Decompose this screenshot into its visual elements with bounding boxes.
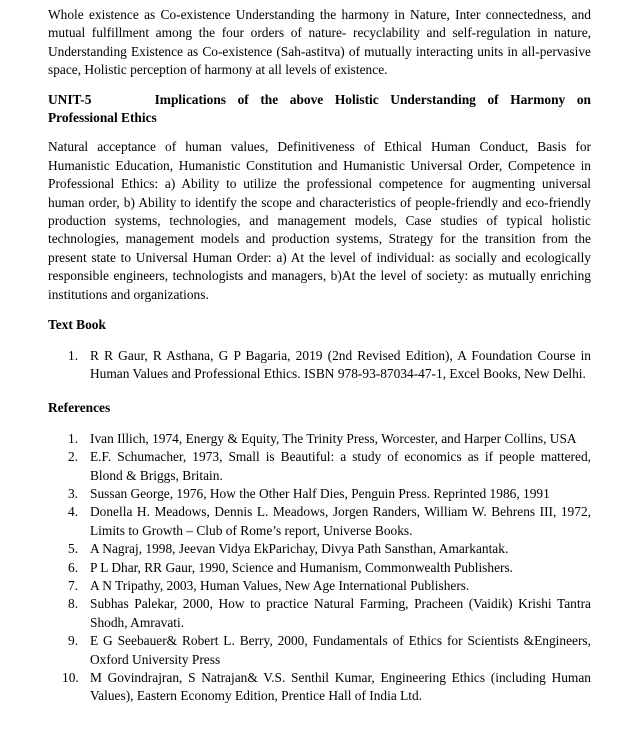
textbook-heading: Text Book bbox=[48, 317, 106, 333]
reference-text: Donella H. Meadows, Dennis L. Meadows, Jorgen Randers, William W. Behrens III, 1972, Limits to Growth – Club of Rome’s report, Universe Books. bbox=[90, 504, 591, 538]
unit-title-line2: Professional Ethics bbox=[48, 110, 157, 126]
document-page bbox=[48, 6, 591, 706]
unit-heading bbox=[48, 91, 591, 109]
reference-item bbox=[48, 430, 591, 448]
textbook-list bbox=[48, 347, 591, 384]
unit-title-word: above bbox=[289, 91, 324, 107]
intro-paragraph: Whole existence as Co-existence Understanding the harmony in Nature, Inter connectedness, and mutual fulfillment among the four orders of nature- recyclability and self-regulation in nature, Understanding Existence as Co-existence (Sah-astitva) of mutually interacting units in all-pervasive space, Holistic perception of harmony at all levels of existence. bbox=[48, 7, 591, 78]
references-heading: References bbox=[48, 400, 111, 416]
list-number: 5. bbox=[68, 541, 79, 557]
unit-title-word: the bbox=[260, 91, 279, 107]
reference-text: M Govindrajran, S Natrajan& V.S. Senthil Kumar, Engineering Ethics (including Human Values), Eastern Economy Edition, Prentice Hall of India Ltd. bbox=[90, 670, 591, 704]
textbook-item bbox=[48, 347, 591, 384]
reference-item bbox=[48, 577, 591, 595]
reference-text: A Nagraj, 1998, Jeevan Vidya EkParichay, Divya Path Sansthan, Amarkantak. bbox=[90, 541, 509, 557]
unit-label: UNIT-5 bbox=[48, 91, 92, 107]
list-number: 8. bbox=[68, 596, 79, 612]
unit-content-paragraph: Natural acceptance of human values, Definitiveness of Ethical Human Conduct, Basis for Humanistic Education, Humanistic Constitution and Humanistic Universal Order, Competence in Professional Ethics: a) Ability to utilize the professional competence for augmenting universal human order, b) Ability to identify the scope and characteristics of people-friendly and eco-friendly production systems, technologies, and management models, Case studies of typical holistic technologies, management models and production systems, Strategy for the transition from the present state to Universal Human Order: a) At the level of individual: as socially and ecologically responsible engineers, technologists and managers, b)At the level of society: as mutually enriching institutions and organizations. bbox=[48, 139, 591, 302]
reference-text: E.F. Schumacher, 1973, Small is Beautiful: a study of economics as if people mattered, Blond & Briggs, Britain. bbox=[90, 449, 591, 483]
unit-gap bbox=[103, 91, 143, 109]
unit-title-word: of bbox=[237, 91, 249, 107]
references-list bbox=[48, 430, 591, 706]
reference-item bbox=[48, 595, 591, 632]
reference-item bbox=[48, 632, 591, 669]
reference-text: Ivan Illich, 1974, Energy & Equity, The Trinity Press, Worcester, and Harper Collins, USA bbox=[90, 430, 577, 446]
list-number: 9. bbox=[68, 633, 79, 649]
unit-title-word: Implications bbox=[154, 91, 227, 107]
list-number: 4. bbox=[68, 504, 79, 520]
textbook-item-text: R R Gaur, R Asthana, G P Bagaria, 2019 (2nd Revised Edition), A Foundation Course in Human Values and Professional Ethics. ISBN 978-93-87034-47-1, Excel Books, New Delhi. bbox=[90, 347, 591, 381]
unit-title-word: Harmony bbox=[510, 91, 566, 107]
reference-item bbox=[48, 503, 591, 540]
list-number: 3. bbox=[68, 485, 79, 501]
list-number: 10. bbox=[62, 670, 79, 685]
unit-title-word: Understanding bbox=[390, 91, 476, 107]
unit-title-word: Holistic bbox=[334, 91, 379, 107]
reference-item bbox=[48, 448, 591, 485]
reference-item bbox=[48, 540, 591, 558]
reference-text: P L Dhar, RR Gaur, 1990, Science and Humanism, Commonwealth Publishers. bbox=[90, 559, 514, 575]
reference-text: A N Tripathy, 2003, Human Values, New Age International Publishers. bbox=[90, 577, 470, 593]
reference-text: Subhas Palekar, 2000, How to practice Natural Farming, Pracheen (Vaidik) Krishi Tantra Shodh, Amravati. bbox=[90, 596, 591, 630]
list-number: 7. bbox=[68, 577, 79, 593]
reference-text: Sussan George, 1976, How the Other Half Dies, Penguin Press. Reprinted 1986, 1991 bbox=[90, 485, 550, 501]
unit-title-word: on bbox=[576, 91, 591, 107]
reference-text: E G Seebauer& Robert L. Berry, 2000, Fundamentals of Ethics for Scientists &Engineers, Oxford University Press bbox=[90, 633, 591, 667]
reference-item bbox=[48, 669, 591, 706]
reference-item bbox=[48, 559, 591, 577]
reference-item bbox=[48, 485, 591, 503]
list-number: 6. bbox=[68, 559, 79, 575]
list-number: 1. bbox=[68, 347, 79, 363]
unit-title-word: of bbox=[487, 91, 499, 107]
list-number: 2. bbox=[68, 449, 79, 465]
list-number: 1. bbox=[68, 430, 79, 446]
